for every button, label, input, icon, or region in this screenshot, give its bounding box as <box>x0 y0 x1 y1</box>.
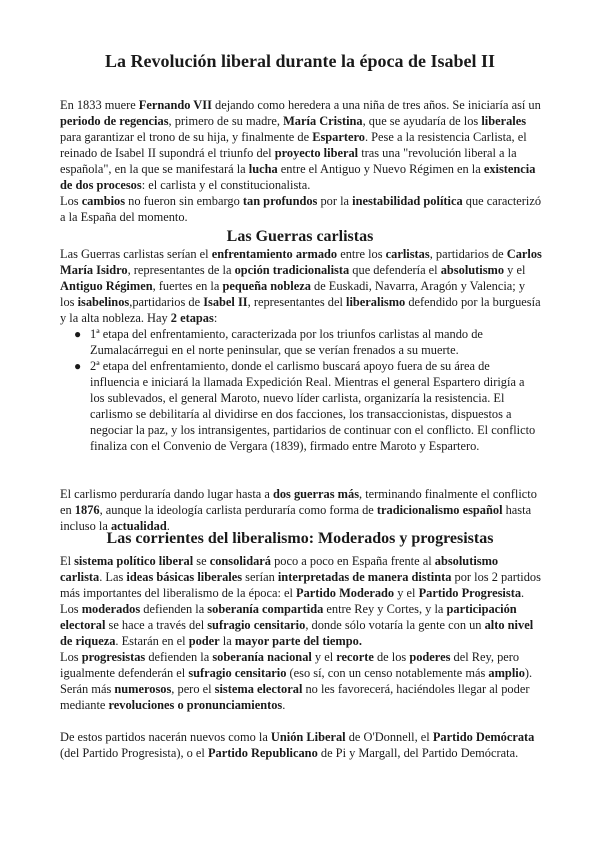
text-run: sistema político liberal <box>74 554 194 568</box>
text-run: existencia de dos procesos <box>60 162 536 192</box>
text-run: general Espartero <box>393 375 481 389</box>
text-run: sistema electoral <box>214 682 303 696</box>
text-run: isabelinos <box>77 295 130 309</box>
text-run: sublevados <box>107 391 163 405</box>
text-run: por la <box>317 194 353 208</box>
text-run: Convenio de Vergara (1839) <box>163 439 304 453</box>
text-run: . Pese a la resistencia Carlista, el reinado de Isabel II supondrá el triunfo del <box>60 130 527 160</box>
text-run: , firmado entre Maroto y Espartero. <box>303 439 480 453</box>
section-title-corrientes-liberalismo: Las corrientes del liberalismo: Moderados y progresistas <box>106 530 494 547</box>
text-run: por los 2 partidos más importantes del liberalismo de la época: el <box>60 570 541 600</box>
bullet-icon: ● <box>74 359 82 373</box>
text-run: Los <box>60 650 82 664</box>
text-run: participación electoral <box>60 602 517 632</box>
text-run: , pero el <box>171 682 215 696</box>
text-run: (eso sí, con un censo notablemente más <box>286 666 489 680</box>
text-run: inestabilidad política <box>352 194 463 208</box>
text-run: proyecto liberal <box>274 146 359 160</box>
text-run: y el <box>394 586 419 600</box>
text-run: dos guerras más <box>272 487 360 501</box>
text-run: de O'Donnell, el <box>345 730 433 744</box>
text-run: De estos partidos nacerán nuevos como la <box>60 730 271 744</box>
text-run: 1ª etapa del enfrentamiento <box>90 327 226 341</box>
carlism-continuation-paragraph <box>60 486 542 534</box>
text-run: , donde sólo votaría la gente con un <box>305 618 485 632</box>
text-run: enfrentamiento armado <box>211 247 338 261</box>
text-run: cambios <box>81 194 126 208</box>
text-run: : el carlista y el constitucionalista. <box>141 178 311 192</box>
intro-paragraph <box>60 97 542 193</box>
text-run: liberales <box>481 114 527 128</box>
text-run: pequeña nobleza <box>222 279 311 293</box>
text-run: apoyo <box>363 359 394 373</box>
text-run: la <box>219 634 235 648</box>
text-run: , primero de su madre, <box>168 114 284 128</box>
text-run: 2ª etapa del enfrentamiento <box>90 359 226 373</box>
text-run: de Euskadi, Navarra, Aragón y Valencia; y los <box>60 279 526 309</box>
text-run: de Pi y Margall, del Partido Demócrata. <box>317 746 519 760</box>
text-run: se hace a través del <box>105 618 208 632</box>
text-run: . Las <box>99 570 127 584</box>
text-run: . <box>521 586 525 600</box>
text-run: ). Serán más <box>60 666 533 696</box>
text-run: , caracterizada por los <box>225 327 337 341</box>
text-run: poder <box>188 634 220 648</box>
new-parties-paragraph <box>60 729 542 761</box>
text-run: soberanía nacional <box>212 650 312 664</box>
text-run: numerosos <box>114 682 172 696</box>
text-run: revoluciones o pronunciamientos <box>108 698 283 712</box>
text-run: alto nivel de riqueza <box>60 618 534 648</box>
text-run: recorte <box>336 650 374 664</box>
text-run: en el norte peninsular, que se verían frenados a su muerte. <box>168 343 459 357</box>
text-run: 1876 <box>74 503 100 517</box>
text-run: . Mientras el <box>328 375 394 389</box>
text-run: lucha <box>248 162 278 176</box>
text-run: defienden la <box>145 650 213 664</box>
text-run: , fuertes en la <box>152 279 223 293</box>
text-run: e iniciará la llamada <box>139 375 246 389</box>
text-run: Los <box>60 194 82 208</box>
text-run: , representantes del <box>247 295 347 309</box>
text-run: del Rey, pero igualmente defenderán el <box>60 650 520 680</box>
text-run: periodo de regencias <box>60 114 169 128</box>
text-run: y el <box>504 263 526 277</box>
text-run: . <box>166 519 170 533</box>
text-run: dirigía a los <box>90 375 525 405</box>
text-run: ideas básicas liberales <box>126 570 243 584</box>
intro-paragraph-2 <box>60 193 542 225</box>
text-run: fuera de su <box>393 359 455 373</box>
text-run: serían <box>242 570 278 584</box>
text-run: absolutismo carlista <box>60 554 499 584</box>
text-run: absolutismo <box>440 263 505 277</box>
text-run: , que se ayudaría de los <box>362 114 482 128</box>
text-run: Antiguo Régimen <box>60 279 153 293</box>
text-run: defendido por la burguesía y la alta nobleza. Hay <box>60 295 541 325</box>
text-run: Isabel II <box>203 295 248 309</box>
text-run: poderes <box>409 650 451 664</box>
text-run: ,partidarios de <box>129 295 204 309</box>
text-run: intransigentes <box>198 423 267 437</box>
text-run: (del Partido Progresista), o el <box>60 746 208 760</box>
text-run: no fueron sin embargo <box>125 194 243 208</box>
text-run: sufragio censitario <box>207 618 306 632</box>
text-run: , dispuestos a negociar la paz, y los <box>90 407 512 437</box>
text-run: , partidarios de <box>429 247 507 261</box>
text-run: área de influencia <box>90 359 490 389</box>
text-run: . Estarán en el <box>115 634 189 648</box>
text-run: , aunque la ideología carlista perduraría como forma de <box>99 503 377 517</box>
text-run: 2 etapas <box>170 311 214 325</box>
list-item-stage-1 <box>60 326 542 358</box>
text-run: , nuevo líder carlista, organizaría la <box>256 391 435 405</box>
text-run: que defendería el <box>349 263 441 277</box>
text-run: interpretadas de manera distinta <box>277 570 452 584</box>
text-run: Fernando VII <box>138 98 212 112</box>
text-run: poco a poco en España frente al <box>271 554 435 568</box>
text-run: , donde el carlismo buscará <box>225 359 364 373</box>
liberal-system-paragraph <box>60 553 542 601</box>
text-run: Las Guerras carlistas serían el <box>60 247 212 261</box>
text-run: Zumalacárregui <box>90 343 169 357</box>
text-run: consolidará <box>209 554 271 568</box>
text-run: general Maroto <box>180 391 257 405</box>
text-run: defienden la <box>140 602 208 616</box>
stages-list <box>60 326 542 454</box>
text-run: entre los <box>337 247 386 261</box>
text-run: : <box>213 311 218 325</box>
bullet-icon: ● <box>74 327 82 341</box>
text-run: debilitaría <box>149 407 200 421</box>
text-run: , el <box>162 391 181 405</box>
carlist-wars-paragraph <box>60 246 542 326</box>
moderados-paragraph <box>60 601 542 649</box>
section-title-guerras-carlistas: Las Guerras carlistas <box>226 228 374 245</box>
text-run: . El carlismo se <box>90 391 505 421</box>
text-run: Partido Progresista <box>418 586 522 600</box>
text-run: Partido Moderado <box>296 586 395 600</box>
text-run: . <box>282 698 286 712</box>
text-run: al mando de <box>419 327 483 341</box>
text-run: Partido Demócrata <box>432 730 535 744</box>
text-run: transaccionistas <box>366 407 446 421</box>
text-run: no les favorecerá, haciéndoles llegar al poder mediante <box>60 682 530 712</box>
text-run: progresistas <box>81 650 146 664</box>
text-run: de los <box>373 650 410 664</box>
text-run: que caracterizó a la España del momento. <box>60 194 542 224</box>
text-run: entre Rey y Cortes, y la <box>323 602 447 616</box>
text-run: María Cristina <box>283 114 363 128</box>
progresistas-paragraph <box>60 649 542 713</box>
text-run: al dividirse en dos facciones, los <box>199 407 367 421</box>
text-run: Expedición Real <box>245 375 329 389</box>
text-run: , terminando finalmente el conflicto en <box>60 487 537 517</box>
text-run: amplio <box>488 666 525 680</box>
text-run: En 1833 muere <box>60 98 139 112</box>
text-run: para garantizar el trono de su hija, y finalmente de <box>60 130 313 144</box>
text-run: mayor parte del tiempo. <box>234 634 362 648</box>
text-run: actualidad <box>110 519 167 533</box>
text-run: sufragio censitario <box>188 666 287 680</box>
text-run: tan profundos <box>242 194 318 208</box>
text-run: Unión Liberal <box>270 730 346 744</box>
text-run: carlistas <box>385 247 430 261</box>
text-run: Los <box>60 602 82 616</box>
text-run: soberanía compartida <box>207 602 324 616</box>
text-run: se <box>193 554 210 568</box>
text-run: Espartero <box>312 130 365 144</box>
text-run: liberalismo <box>346 295 406 309</box>
text-run: Carlos María Isidro <box>60 247 542 277</box>
text-run: y el <box>311 650 337 664</box>
text-run: entre el Antiguo y Nuevo Régimen en la <box>277 162 484 176</box>
text-run: tradicionalismo español <box>376 503 503 517</box>
text-run: El carlismo perduraría dando lugar hasta a <box>60 487 273 501</box>
list-item-stage-2 <box>60 358 542 454</box>
text-run: , representantes de la <box>127 263 235 277</box>
text-run: dejando como heredera a una niña de tres años. Se iniciaría así un <box>211 98 541 112</box>
text-run: moderados <box>81 602 141 616</box>
text-run: El <box>60 554 75 568</box>
text-run: hasta incluso la <box>60 503 532 533</box>
text-run: opción tradicionalista <box>234 263 350 277</box>
document-title: La Revolución liberal durante la época de Isabel II <box>104 51 495 71</box>
text-run: Partido Republicano <box>207 746 318 760</box>
text-run: resistencia <box>434 391 488 405</box>
text-run: tras una "revolución liberal a la española", en la que se manifestará la <box>60 146 517 176</box>
text-run: triunfos carlistas <box>336 327 420 341</box>
text-run: , partidarios de continuar con el conflicto. El conflicto finaliza con el <box>90 423 536 453</box>
